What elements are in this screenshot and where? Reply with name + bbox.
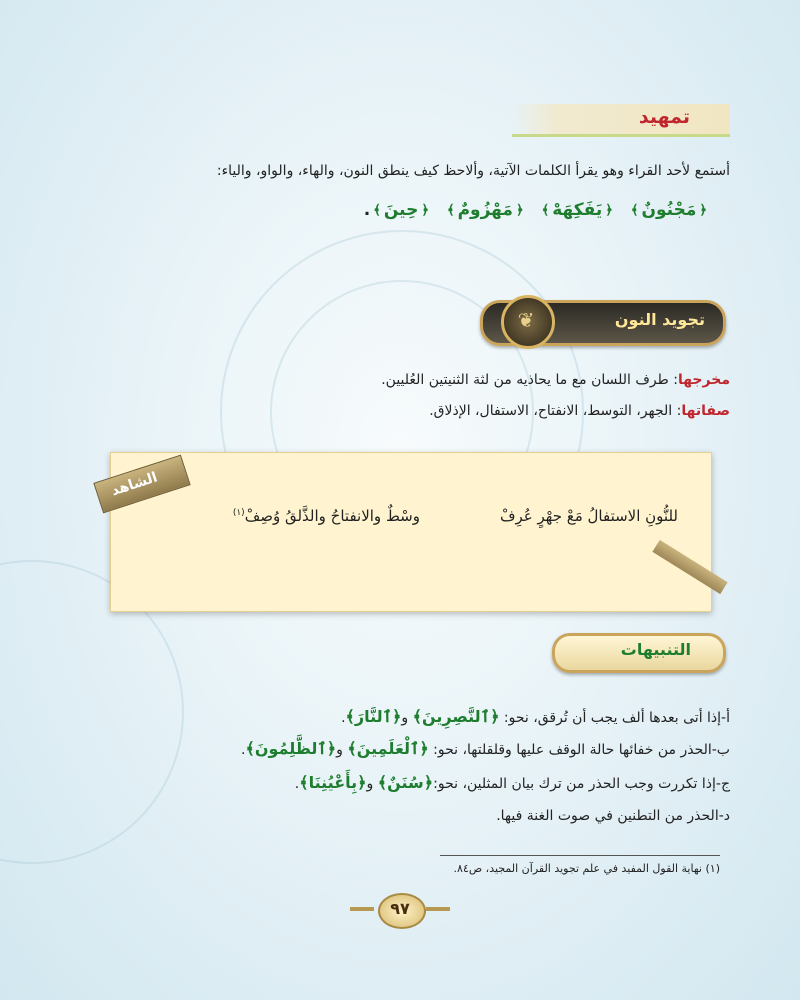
section-title: تجويد النون (614, 310, 705, 329)
makhraj-line (381, 372, 730, 388)
notes-title: التنبيهات (620, 640, 691, 659)
witness-label: الشاهد (109, 469, 160, 500)
page-number: ٩٧ (390, 899, 410, 918)
sifat-line (429, 403, 730, 419)
vine-emblem-icon: ❦ (501, 295, 555, 349)
intro-paragraph: أستمع لأحد القراء وهو يقرأ الكلمات الآتية، وألاحظ كيف ينطق النون، والهاء، والواو، والياء: (216, 163, 730, 179)
witness-box (110, 452, 712, 612)
verse-second-half: وسْطٌ والانفتاحُ والذَّلقُ وُصِفْ$^{(١)}$ (232, 507, 420, 525)
page-number-badge (370, 893, 430, 927)
footnote-divider (440, 855, 720, 856)
footnote-mark: (١) (232, 508, 245, 518)
note-item: ج-إذا تكررت وجب الحذر من ترك بيان المثلين، نحو:﴿سُنَنٌ﴾ و﴿بِأَعْيُنِنَا﴾. (294, 773, 730, 792)
footnote: (١) نهاية القول المفيد في علم تجويد القرآن المجيد، ص٨٤. (453, 862, 720, 875)
note-item: ب-الحذر من خفائها حالة الوقف عليها وقلقلتها، نحو: ﴿ٱلْعَلَمِينَ﴾ و﴿ٱلظَّلِمُونَ﴾. (241, 739, 730, 758)
note-item: د-الحذر من التطنين في صوت الغنة فيها. (496, 808, 730, 824)
quran-word: ﴿ مَهْزُومٌ ﴾ (446, 200, 524, 220)
quran-word: ﴿ حِينَ ﴾ . (363, 200, 429, 220)
quran-word: ﴿ مَجْنُونٌ ﴾ (630, 200, 707, 220)
makhraj-text: : طرف اللسان مع ما يحاذيه من لثة الثنيتين العُليين. (381, 372, 678, 388)
quran-word: ﴿ يَفَكِهَهْ ﴾ (541, 200, 613, 220)
sifat-key: صفاتها (681, 403, 730, 419)
quran-words-row (200, 196, 710, 224)
sifat-text: : الجهر، التوسط، الانفتاح، الاستفال، الإذلاق. (429, 403, 682, 419)
heading-text: تمهيد (638, 106, 690, 128)
verse-first-half: للنُّونِ الاستفالُ مَعْ جهْرٍ عُرِفْ (499, 507, 678, 525)
section-banner-noon (480, 300, 726, 346)
notes-banner (552, 633, 726, 673)
section-heading-tamheed (512, 104, 730, 137)
makhraj-key: مخرجها (677, 372, 730, 388)
note-item: أ-إذا أتى بعدها ألف يجب أن تُرقق، نحو: ﴿ٱلنَّصِرِينَ﴾ و﴿ٱلنَّارَ﴾. (341, 707, 730, 726)
